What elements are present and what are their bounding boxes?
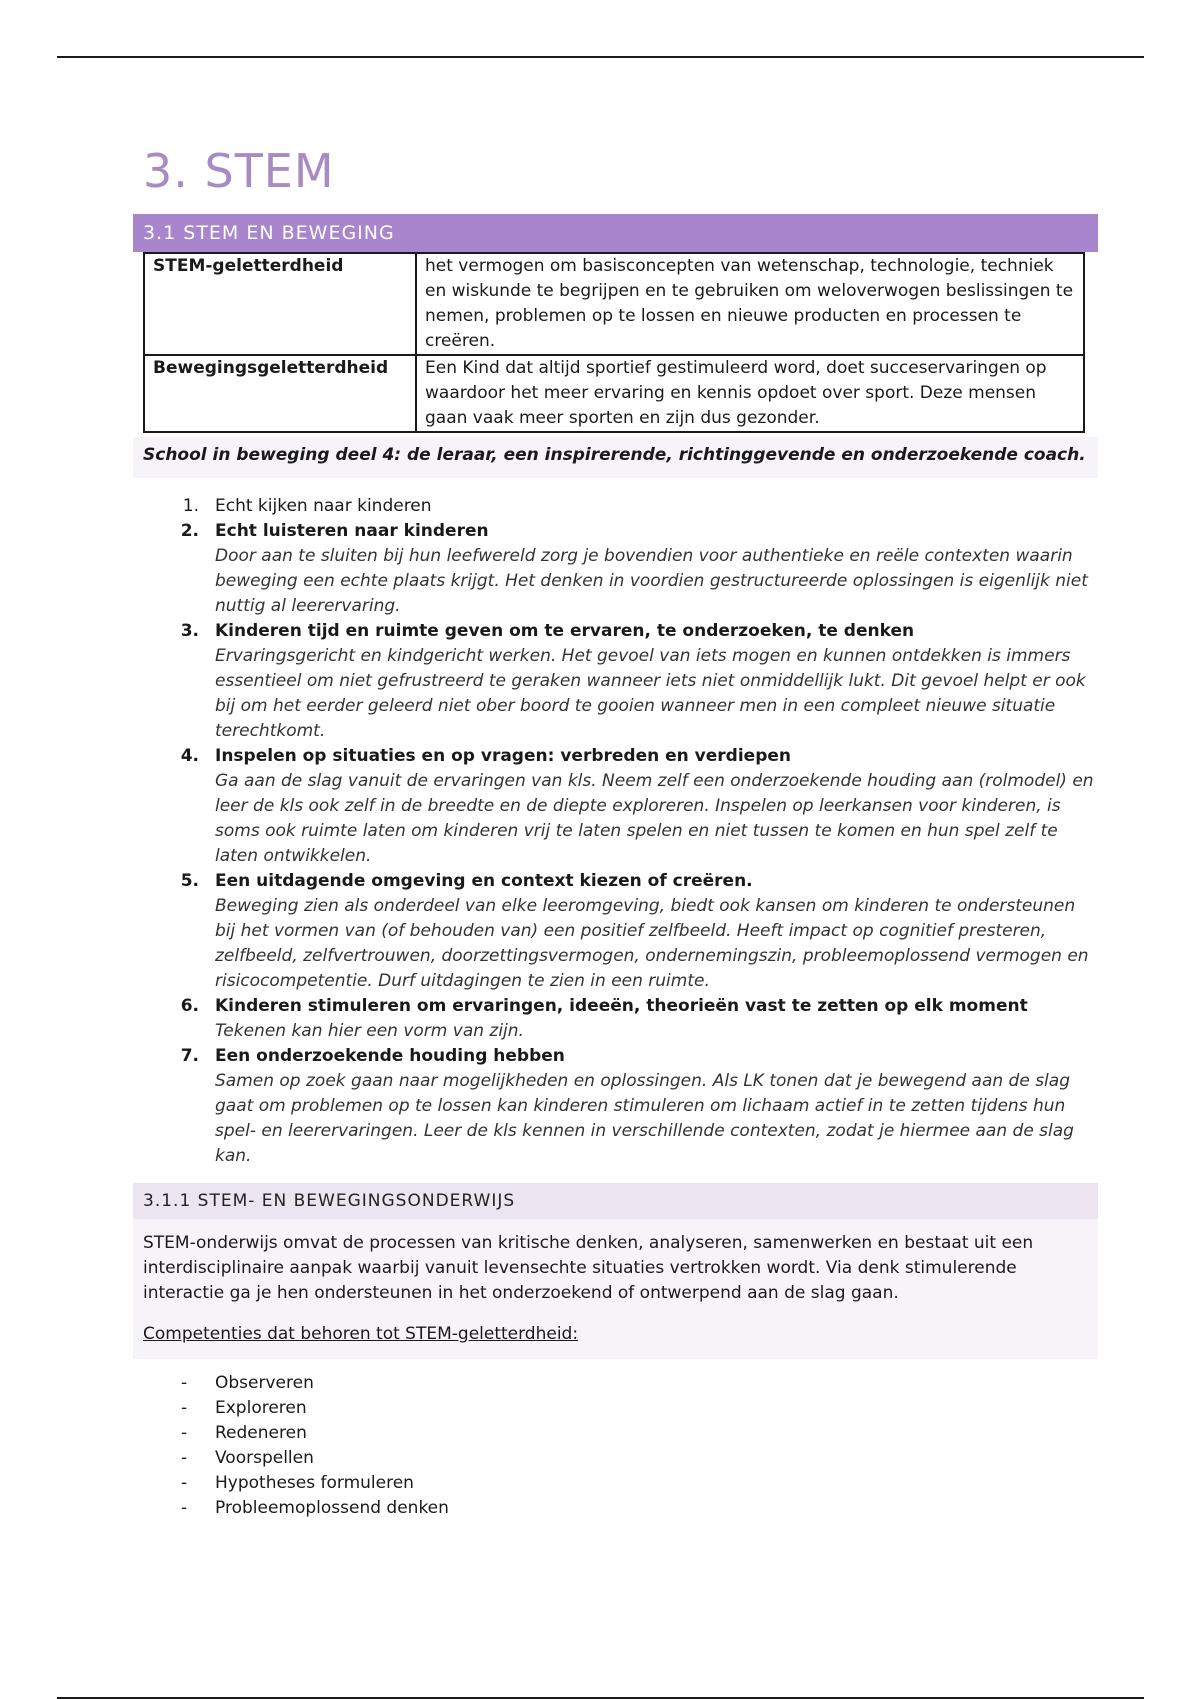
top-rule	[57, 56, 1144, 58]
bottom-rule	[57, 1697, 1144, 1699]
table-row	[144, 253, 1084, 355]
item-number: 4.	[180, 746, 199, 766]
table-row	[144, 355, 1084, 432]
coach-points-list	[133, 494, 1098, 1169]
competency: Redeneren	[215, 1423, 307, 1443]
item-title: Echt kijken naar kinderen	[215, 496, 432, 516]
item-number: 5.	[180, 871, 199, 891]
term-cell: STEM-geletterdheid	[144, 253, 416, 355]
list-item	[133, 1421, 1098, 1446]
section-heading: 3.1 STEM EN BEWEGING	[133, 214, 1098, 252]
item-description: Samen op zoek gaan naar mogelijkheden en oplossingen. Als LK tonen dat je bewegend aan de slag gaat om problemen op te lossen kan kinderen stimuleren om lichaam actief in te zetten tijdens hun spel- en leerervaringen. Leer de kls kennen in verschillende contexten, zodat je hiermee aan de slag kan.	[215, 1071, 1074, 1166]
dash-bullet: -	[181, 1473, 188, 1493]
item-number: 1.	[182, 496, 199, 516]
item-title: Een onderzoekende houding hebben	[215, 1046, 565, 1066]
coach-heading-band	[133, 437, 1098, 478]
item-title: Kinderen tijd en ruimte geven om te ervaren, te onderzoeken, te denken	[215, 621, 915, 641]
chapter-title: 3. STEM	[143, 144, 335, 198]
subsection-heading: 3.1.1 STEM- EN BEWEGINGSONDERWIJS	[133, 1183, 1098, 1219]
definition-cell: Een Kind dat altijd sportief gestimuleerd word, doet succeservaringen op waardoor het meer ervaring en kennis opdoet over sport. Deze mensen gaan vaak meer sporten en zijn dus gezonder.	[416, 355, 1084, 432]
list-item	[133, 494, 1098, 519]
stem-paragraph: STEM-onderwijs omvat de processen van kritische denken, analyseren, samenwerken en bestaat uit een interdisciplinaire aanpak waarbij vanuit levensechte situaties vertrokken wordt. Via denk stimulerende interactie ga je hen ondersteunen in het onderzoekend of ontwerpend aan de slag gaan.	[143, 1233, 1034, 1303]
list-item	[133, 1396, 1098, 1421]
item-number: 2.	[180, 521, 199, 541]
competency: Probleemoplossend denken	[215, 1498, 449, 1518]
list-item	[133, 744, 1098, 869]
list-item	[133, 1044, 1098, 1169]
dash-bullet: -	[181, 1398, 188, 1418]
list-item	[133, 994, 1098, 1044]
list-item	[133, 1371, 1098, 1396]
item-description: Door aan te sluiten bij hun leefwereld zorg je bovendien voor authentieke en reële contexten waarin beweging een echte plaats krijgt. Het denken in voordien gestructureerde oplossingen is eigenlijk niet nuttig al leerervaring.	[215, 546, 1088, 616]
dash-bullet: -	[181, 1423, 188, 1443]
list-item	[133, 619, 1098, 744]
competency: Observeren	[215, 1373, 314, 1393]
dash-bullet: -	[181, 1373, 188, 1393]
item-number: 7.	[180, 1046, 199, 1066]
definition-cell: het vermogen om basisconcepten van wetenschap, technologie, techniek en wiskunde te begrijpen en te gebruiken om weloverwogen beslissingen te nemen, problemen op te lossen en nieuwe producten en processen te creëren.	[416, 253, 1084, 355]
page-content	[133, 140, 1098, 1521]
list-item	[133, 1471, 1098, 1496]
item-title: Inspelen op situaties en op vragen: verbreden en verdiepen	[215, 746, 791, 766]
coach-heading: School in beweging deel 4: de leraar, een inspirerende, richtinggevende en onderzoekende coach.	[143, 445, 1086, 465]
item-description: Ervaringsgericht en kindgericht werken. Het gevoel van iets mogen en kunnen ontdekken is immers essentieel om niet gefrustreerd te geraken wanneer iets niet onmiddellijk lukt. Dit gevoel helpt er ook bij om het eerder geleerd niet ober boord te gooien wanneer men in een compleet nieuwe situatie terechtkomt.	[215, 646, 1086, 741]
competencies-list	[133, 1371, 1098, 1521]
competencies-heading: Competenties dat behoren tot STEM-geletterdheid:	[143, 1324, 579, 1344]
list-item	[133, 1496, 1098, 1521]
item-number: 3.	[180, 621, 199, 641]
list-item	[133, 519, 1098, 619]
competency: Exploreren	[215, 1398, 307, 1418]
item-title: Een uitdagende omgeving en context kiezen of creëren.	[215, 871, 753, 891]
item-description: Ga aan de slag vanuit de ervaringen van kls. Neem zelf een onderzoekende houding aan (rolmodel) en leer de kls ook zelf in de breedte en de diepte exploreren. Inspelen op leerkansen voor kinderen, is soms ook ruimte laten om kinderen vrij te laten spelen en niet tussen te komen en hun spel zelf te laten ontwikkelen.	[215, 771, 1094, 866]
competency: Voorspellen	[215, 1448, 314, 1468]
item-title: Echt luisteren naar kinderen	[215, 521, 489, 541]
competency: Hypotheses formuleren	[215, 1473, 414, 1493]
dash-bullet: -	[181, 1448, 188, 1468]
list-item	[133, 869, 1098, 994]
definitions-table	[143, 252, 1085, 433]
list-item	[133, 1446, 1098, 1471]
stem-band	[133, 1219, 1098, 1359]
item-number: 6.	[180, 996, 199, 1016]
term-cell: Bewegingsgeletterdheid	[144, 355, 416, 432]
item-title: Kinderen stimuleren om ervaringen, ideeën, theorieën vast te zetten op elk moment	[215, 996, 1028, 1016]
dash-bullet: -	[181, 1498, 188, 1518]
item-description: Beweging zien als onderdeel van elke leeromgeving, biedt ook kansen om kinderen te ondersteunen bij het vormen van (of behouden van) een positief zelfbeeld. Heeft impact op cognitief presteren, zelfbeeld, zelfvertrouwen, doorzettingsvermogen, ondernemingszin, probleemoplossend vermogen en risicocompetentie. Durf uitdagingen te zien in een ruimte.	[215, 896, 1089, 991]
item-description: Tekenen kan hier een vorm van zijn.	[215, 1021, 524, 1041]
